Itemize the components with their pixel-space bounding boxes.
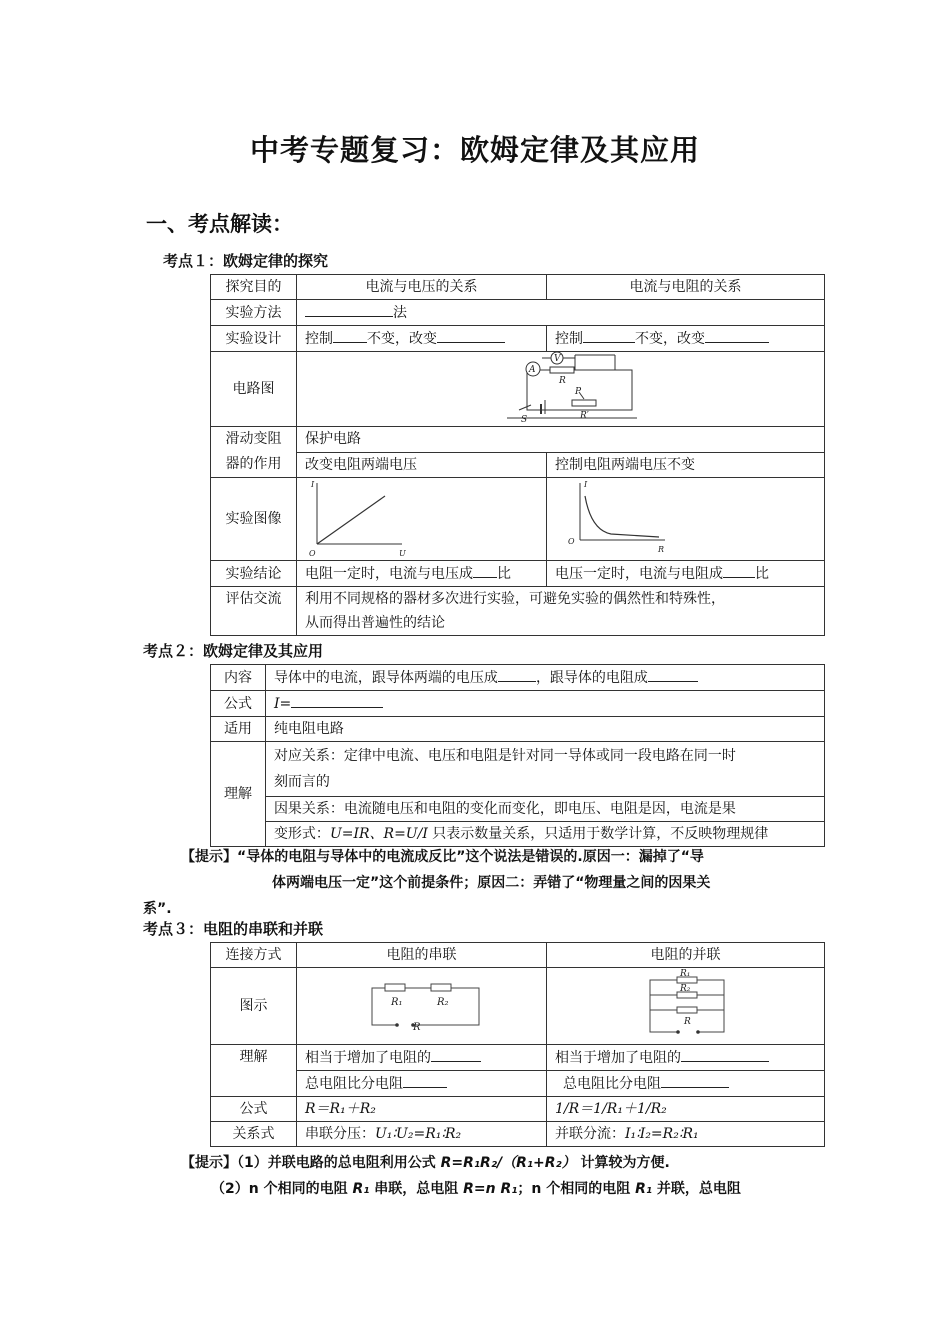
s-rel-b: U₁∶U₂=R₁∶R₂ — [375, 1126, 462, 1142]
blank — [431, 1045, 481, 1062]
label-A: A — [529, 365, 536, 375]
resistor-r2-icon — [431, 984, 451, 991]
series-rel — [297, 1122, 547, 1147]
design-b-text1: 控制 — [555, 331, 583, 347]
concl-b-2: 比 — [755, 566, 769, 582]
resistor-r-icon — [677, 1007, 697, 1013]
series-header — [297, 943, 547, 968]
graph-linear — [297, 478, 546, 560]
label-R1: R₁ — [680, 969, 691, 979]
label-V: V — [554, 354, 561, 364]
tip1-line2: 体两端电压一定”这个前提条件；原因二：弄错了“物理量之间的因果关 — [272, 875, 711, 891]
purpose-b: 电流与电阻的关系 — [547, 275, 825, 300]
conn-label: 连接方式 — [211, 943, 297, 968]
label-R: R — [559, 376, 566, 386]
label-R2: R₂ — [437, 997, 449, 1008]
switch-icon — [519, 405, 531, 410]
apply-cell: 纯电阻电路 — [265, 717, 824, 742]
formula-label: 公式 — [211, 1097, 297, 1122]
concl-a — [297, 561, 547, 587]
label-R2: R₂ — [680, 984, 691, 994]
blank — [403, 1071, 447, 1088]
series-formula — [297, 1097, 547, 1122]
formula-label: 公式 — [211, 691, 266, 717]
parallel-circuit — [547, 968, 824, 1044]
blank — [583, 326, 635, 343]
u1: 对应关系：定律中电流、电压和电阻是针对同一导体或同一段电路在同一时 — [273, 748, 736, 764]
tip2-line2 — [211, 1176, 741, 1202]
eval-1: 利用不同规格的器材多次进行实验，可避免实验的偶然性和特殊性， — [305, 591, 725, 607]
tip1-line3: 系”. — [143, 901, 172, 917]
parallel-text: 电阻的并联 — [650, 947, 721, 963]
blank — [498, 665, 536, 682]
rheo-common: 保护电路 — [297, 427, 825, 453]
formula-text: I= — [273, 696, 292, 712]
concl-b — [547, 561, 825, 587]
series-fig-cell — [297, 968, 547, 1045]
understand-3 — [265, 822, 824, 847]
tip1-line1: 【提示】“导体的电阻与导体中的电流成反比”这个说法是错误的.原因一：漏掉了“导 — [181, 849, 704, 865]
tip2-2d: R=n R₁ — [463, 1181, 518, 1197]
p-rel-a: 并联分流： — [555, 1126, 625, 1142]
design-a — [297, 326, 547, 352]
parallel-und-1 — [547, 1045, 825, 1071]
blank — [723, 561, 755, 578]
eval-2: 从而得出普遍性的结论 — [305, 615, 445, 631]
series-und-2 — [297, 1071, 547, 1097]
blank — [333, 326, 367, 343]
resistor-icon — [550, 367, 574, 373]
design-a-text2: 不变，改变 — [367, 331, 437, 347]
parallel-rel — [547, 1122, 825, 1147]
axis-x: R — [658, 545, 665, 554]
origin: O — [309, 549, 316, 558]
apply-label: 适用 — [211, 717, 266, 742]
series-circuit — [297, 968, 546, 1044]
blank — [705, 326, 769, 343]
label-R1: R₁ — [391, 997, 403, 1008]
rheo-label-2: 器的作用 — [225, 456, 282, 472]
k2-table — [210, 664, 825, 847]
eval-label: 评估交流 — [211, 587, 297, 636]
blank — [305, 300, 393, 317]
section-heading-1: 一、考点解读： — [146, 212, 293, 236]
p-formula: 1/R＝1/R₁＋1/R₂ — [555, 1101, 667, 1117]
parallel-und-2 — [547, 1071, 825, 1097]
fig-label: 图示 — [211, 968, 297, 1045]
p2: 总电阻比分电阻 — [563, 1076, 661, 1092]
k2-heading: 考点２：欧姆定律及其应用 — [143, 642, 324, 660]
design-b-text2: 不变，改变 — [635, 331, 705, 347]
design-b — [547, 326, 825, 352]
s2: 总电阻比分电阻 — [305, 1076, 403, 1092]
u4c: 只表示数量关系，只适用于数学计算，不反映物理规律 — [427, 826, 769, 842]
blank — [661, 1071, 729, 1088]
understand-label: 理解 — [211, 742, 266, 847]
rheo-a: 改变电阻两端电压 — [297, 452, 547, 478]
p-rel-b: I₁∶I₂=R₂∶R₁ — [625, 1126, 699, 1142]
tip2-2f: R₁ — [635, 1181, 653, 1197]
design-a-text1: 控制 — [305, 331, 333, 347]
blank — [291, 691, 383, 708]
rheo-b: 控制电阻两端电压不变 — [547, 452, 825, 478]
formula-cell — [265, 691, 824, 717]
label-R: R — [684, 1017, 691, 1027]
inverse-curve — [585, 496, 659, 537]
k1-heading: 考点１：欧姆定律的探究 — [163, 252, 329, 270]
k1-table — [210, 274, 825, 636]
series-und-1 — [297, 1045, 547, 1071]
linear-line — [317, 496, 385, 544]
resistor-r1-icon — [385, 984, 405, 991]
tip2-2a: （2）n 个相同的电阻 — [211, 1181, 353, 1197]
k3-heading: 考点３：电阻的串联和并联 — [143, 920, 324, 938]
rheo-label — [211, 427, 297, 478]
u4b: U=IR、R=U/I — [329, 826, 428, 842]
u4a: 变形式： — [273, 826, 330, 842]
tip2-2e: ；n 个相同的电阻 — [517, 1181, 636, 1197]
blank — [681, 1045, 769, 1062]
rel-label: 关系式 — [211, 1122, 297, 1147]
graph-b-cell — [547, 478, 825, 561]
method-label: 实验方法 — [211, 300, 297, 326]
blank — [437, 326, 505, 343]
s1: 相当于增加了电阻的 — [305, 1050, 431, 1066]
circuit-diagram — [297, 352, 822, 426]
parallel-fig-cell — [547, 968, 825, 1045]
u2: 刻而言的 — [273, 774, 330, 790]
axis-x: U — [399, 549, 406, 558]
tip2-1c: 计算较为方便. — [575, 1155, 670, 1171]
tip2-1b: R=R₁R₂/（R₁+R₂） — [440, 1155, 576, 1171]
eval-cell — [297, 587, 825, 636]
purpose-a: 电流与电压的关系 — [297, 275, 547, 300]
understand-1 — [265, 742, 824, 797]
content-label: 内容 — [211, 665, 266, 691]
graph-label: 实验图像 — [211, 478, 297, 561]
label-S: S — [521, 415, 528, 425]
understand-2: 因果关系：电流随电压和电阻的变化而变化，即电压、电阻是因，电流是果 — [265, 797, 824, 822]
design-label: 实验设计 — [211, 326, 297, 352]
content-2: ，跟导体的电阻成 — [535, 670, 648, 686]
axis-y: I — [311, 480, 315, 489]
rheo-label-1: 滑动变阻 — [225, 431, 282, 447]
content-cell — [265, 665, 824, 691]
k3-table — [210, 942, 825, 1147]
series-text: 电阻的串联 — [386, 947, 457, 963]
tip2-2b: R₁ — [352, 1181, 370, 1197]
tip2-2g: 并联，总电阻 — [652, 1181, 741, 1197]
circuit-cell — [297, 352, 825, 427]
blank — [648, 665, 698, 682]
blank — [473, 561, 497, 578]
und-label: 理解 — [211, 1045, 297, 1097]
concl-a-2: 比 — [497, 566, 511, 582]
method-cell — [297, 300, 825, 326]
concl-b-1: 电压一定时，电流与电阻成 — [555, 566, 723, 582]
p1: 相当于增加了电阻的 — [555, 1050, 681, 1066]
graph-a-cell — [297, 478, 547, 561]
label-Rp: R′ — [580, 411, 589, 421]
concl-label: 实验结论 — [211, 561, 297, 587]
content-1: 导体中的电流，跟导体两端的电压成 — [273, 670, 498, 686]
graph-inverse — [547, 478, 824, 560]
parallel-header — [547, 943, 825, 968]
circuit-label: 电路图 — [211, 352, 297, 427]
tip2-1a: 【提示】（1）并联电路的总电阻利用公式 — [181, 1155, 441, 1171]
s-rel-a: 串联分压： — [305, 1126, 375, 1142]
rheostat-icon — [572, 400, 596, 406]
tip2-line1 — [181, 1150, 670, 1176]
parallel-formula — [547, 1097, 825, 1122]
origin: O — [568, 537, 575, 546]
label-R: R — [413, 1022, 421, 1033]
method-suffix: 法 — [393, 305, 407, 321]
tip2-2c: 串联，总电阻 — [369, 1181, 464, 1197]
concl-a-1: 电阻一定时，电流与电压成 — [305, 566, 473, 582]
axis-y: I — [584, 480, 588, 489]
page-title: 中考专题复习：欧姆定律及其应用 — [249, 133, 700, 167]
purpose-label: 探究目的 — [211, 275, 297, 300]
s-formula: R＝R₁＋R₂ — [305, 1101, 376, 1117]
label-P: P — [575, 387, 582, 397]
